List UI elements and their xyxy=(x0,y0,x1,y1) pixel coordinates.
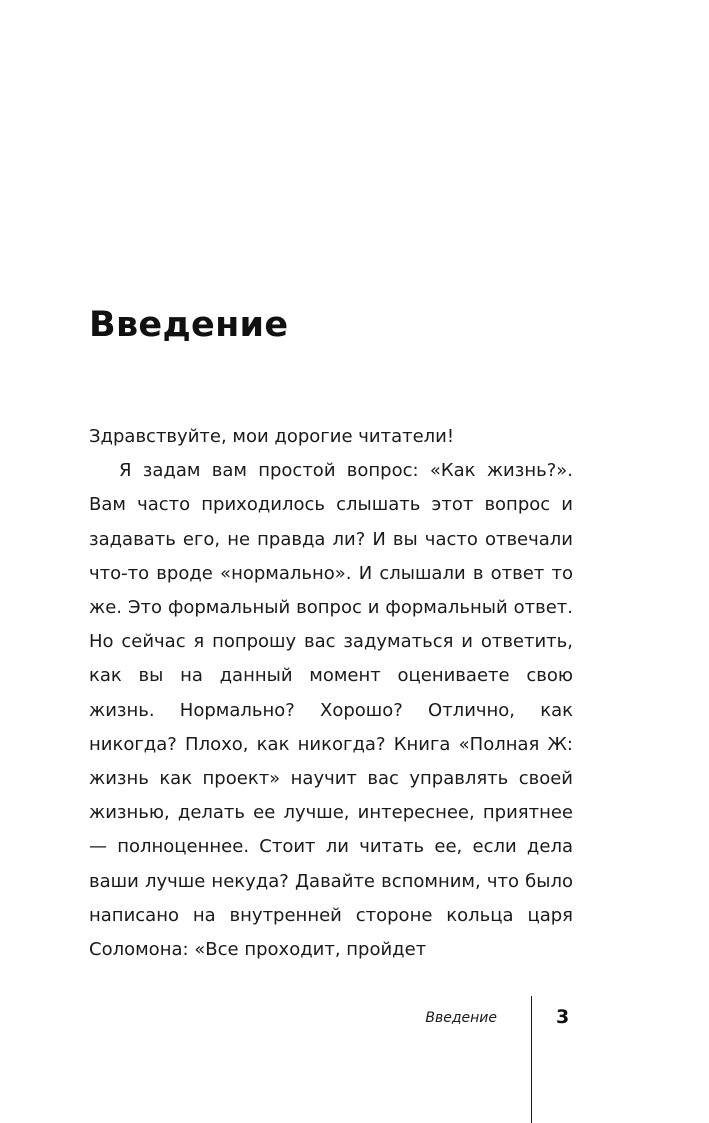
footer-divider xyxy=(531,996,532,1123)
page-number: 3 xyxy=(556,1006,570,1028)
body-text xyxy=(89,420,573,967)
running-footer-title: Введение xyxy=(425,1010,497,1026)
chapter-title: Введение xyxy=(89,305,289,345)
greeting-line: Здравствуйте, мои дорогие читатели! xyxy=(89,426,455,447)
body-paragraph: Я задам вам простой вопрос: «Как жизнь?». Вам часто приходилось слышать этот вопрос и задавать его, не правда ли? И вы часто отвечали что-то вроде «нормально». И слышали в ответ то же. Это формальный вопрос и формальный ответ. Но сейчас я попрошу вас задуматься и ответить, как вы на данный момент оцениваете свою жизнь. Нормально? Хорошо? Отлично, как никогда? Плохо, как никогда? Книга «Полная Ж: жизнь как проект» научит вас управлять своей жизнью, делать ее лучше, интереснее, приятнее — полноценнее. Стоит ли читать ее, если дела ваши лучше некуда? Давайте вспомним, что было написано на внутренней стороне кольца царя Соломона: «Все проходит, пройдет xyxy=(89,460,573,961)
